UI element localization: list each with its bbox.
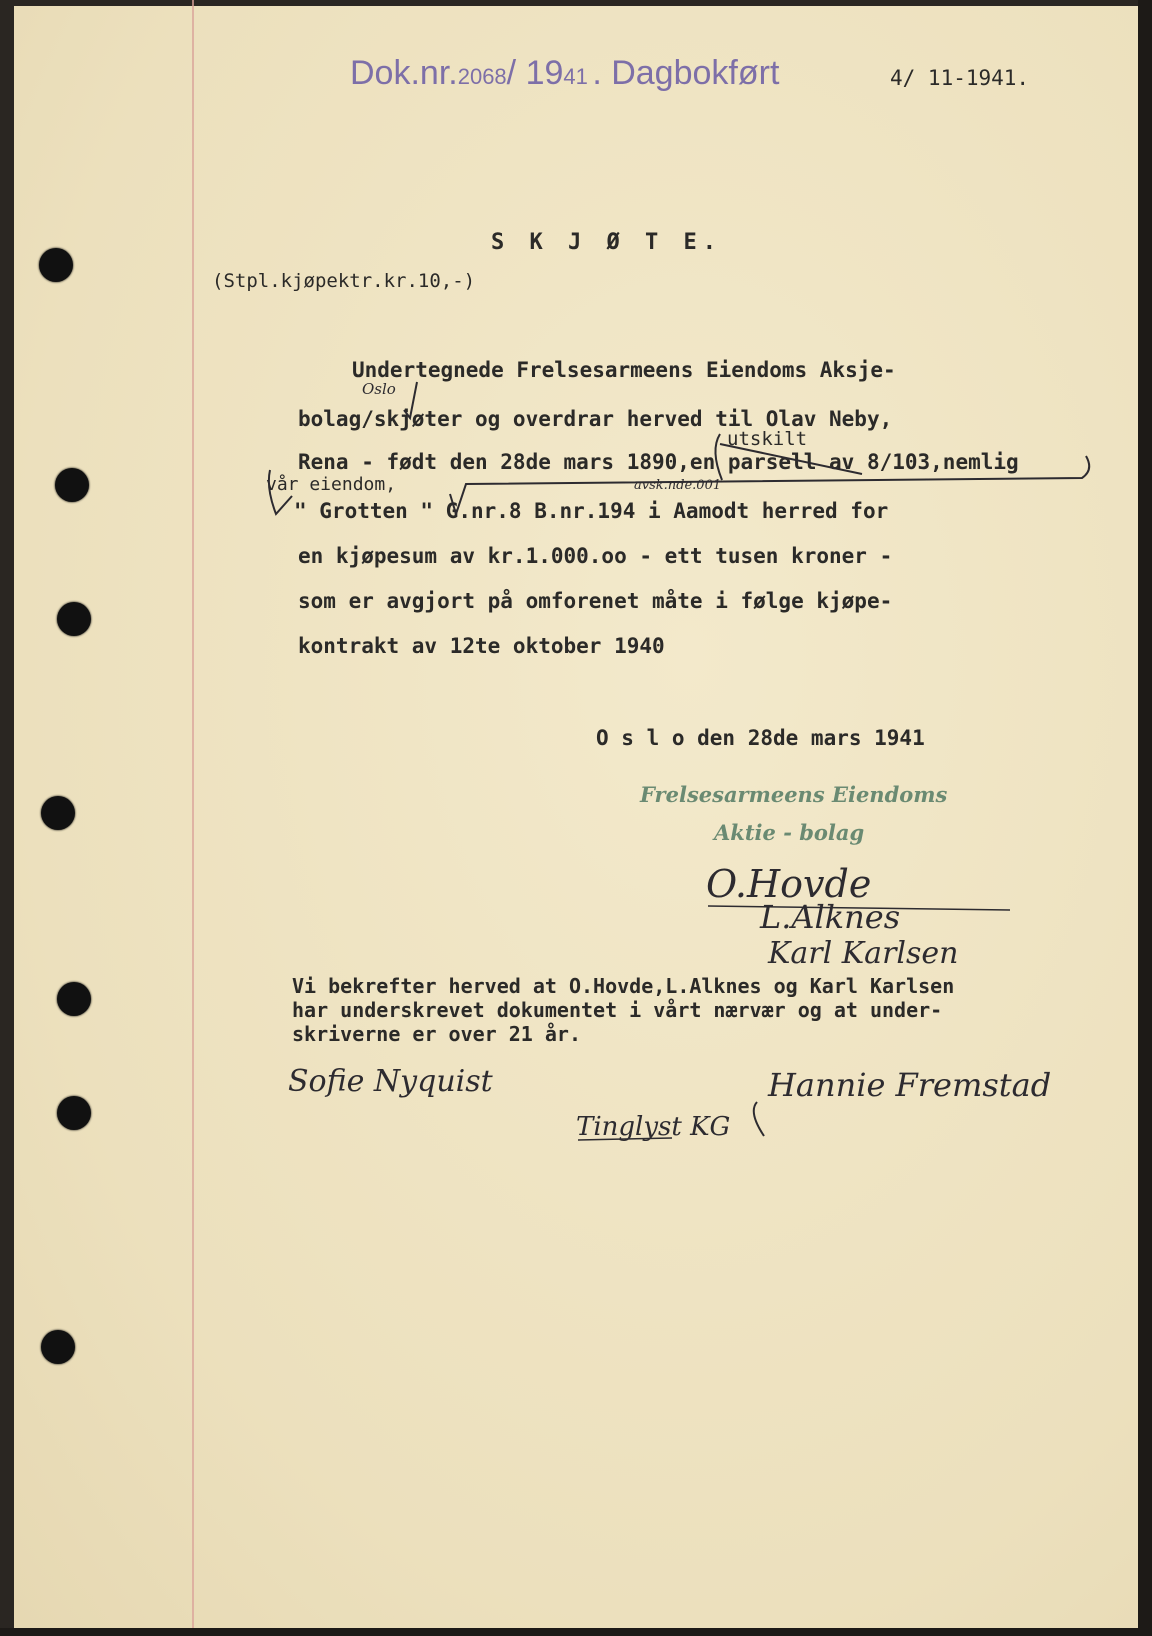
place-date: O s l o den 28de mars 1941: [596, 726, 925, 750]
document-title: S K J Ø T E.: [491, 230, 722, 255]
stamp-prefix: Dok.nr.: [350, 54, 458, 92]
insertion-avsk: avsk.nde.001: [634, 478, 722, 493]
doc-number: 2068: [457, 64, 507, 89]
company-stamp-line: Frelsesarmeens Eiendoms: [640, 782, 948, 807]
signature-karlsen: Karl Karlsen: [768, 936, 959, 971]
confirmation-line: har underskrevet dokumentet i vårt nærvær og at under-: [292, 998, 943, 1022]
confirmation-line: Vi bekrefter herved at O.Hovde,L.Alknes og Karl Karlsen: [292, 974, 955, 998]
stamp-year-prefix: / 19: [506, 54, 564, 92]
insertion-utskilt: utskilt: [727, 428, 808, 450]
body-line: som er avgjort på omforenet måte i følge kjøpe-: [298, 589, 893, 613]
registration-date: 4/ 11-1941.: [890, 66, 1030, 90]
signature-hovde: O.Hovde: [706, 862, 872, 906]
body-line: " Grotten " G.nr.8 B.nr.194 i Aamodt herred for: [294, 499, 889, 523]
body-line: kontrakt av 12te oktober 1940: [298, 634, 665, 658]
body-line: en kjøpesum av kr.1.000.oo - ett tusen kroner -: [298, 544, 893, 568]
registry-initials: Tinglyst KG: [576, 1112, 731, 1142]
company-stamp-line: Aktie - bolag: [714, 820, 865, 845]
stamp-fee-note: (Stpl.kjøpektr.kr.10,-): [212, 270, 476, 292]
stamp-year-suffix: 41: [563, 64, 588, 89]
insertion-oslo: Oslo: [362, 380, 396, 398]
body-line: Rena - født den 28de mars 1890,en parsell av 8/103,nemlig: [298, 450, 1019, 474]
body-line: Undertegnede Frelsesarmeens Eiendoms Aksje-: [352, 358, 896, 382]
confirmation-line: skriverne er over 21 år.: [292, 1022, 581, 1046]
witness-signature: Sofie Nyquist: [288, 1064, 493, 1099]
signature-alknes: L.Alknes: [760, 898, 901, 936]
body-line: bolag/skjøter og overdrar herved til Olav Neby,: [298, 407, 893, 431]
insertion-var-eiendom: vår eiendom,: [266, 474, 397, 495]
witness-signature: Hannie Fremstad: [768, 1066, 1052, 1104]
dagbok-label: . Dagbokført: [592, 54, 780, 92]
